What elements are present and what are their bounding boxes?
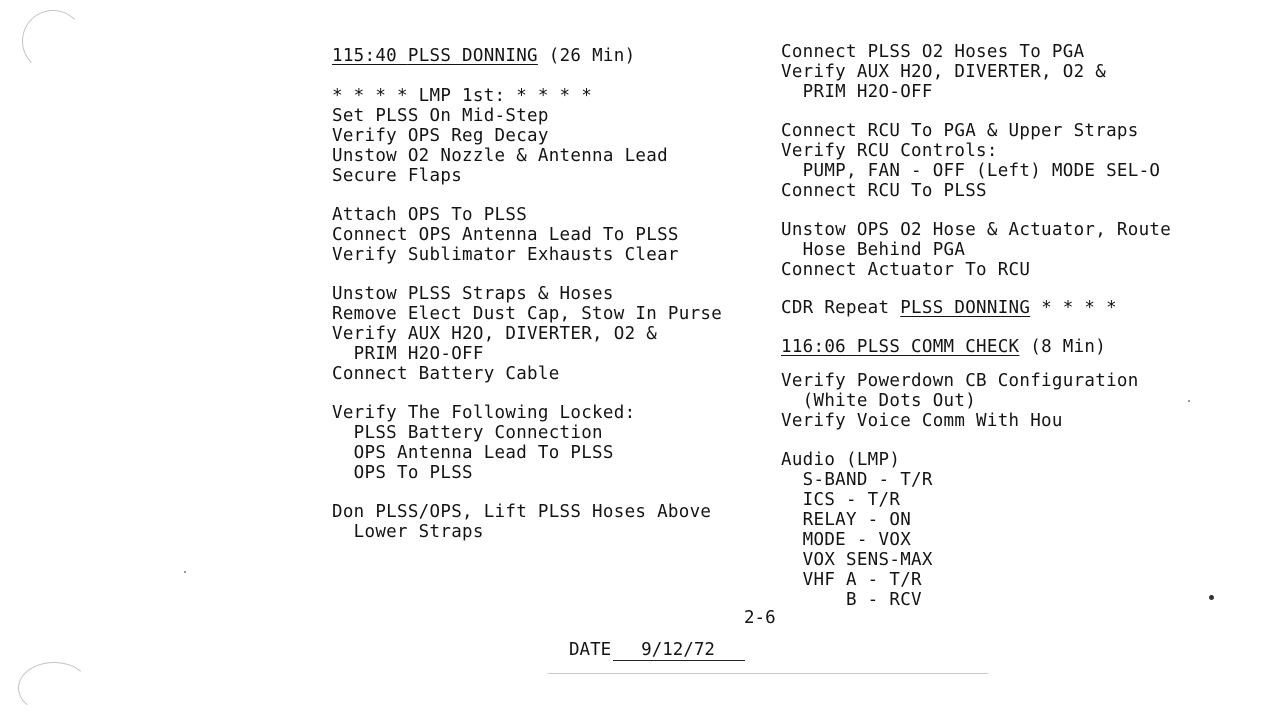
page-number: 2-6 (744, 608, 776, 628)
left-column (332, 46, 752, 542)
procedure-step: Lower Straps (332, 522, 484, 542)
procedure-step: B - RCV (781, 590, 922, 610)
procedure-step: OPS To PLSS (332, 463, 473, 483)
blank-spacer (332, 483, 752, 502)
procedure-step: Attach OPS To PLSS (332, 205, 528, 225)
blank-spacer (332, 384, 752, 403)
left-procedure-list (332, 86, 752, 542)
procedure-step: PLSS Battery Connection (332, 423, 603, 443)
procedure-step: Don PLSS/OPS, Lift PLSS Hoses Above (332, 502, 712, 522)
date-stamp (569, 640, 745, 661)
procedure-step: RELAY - ON (781, 510, 912, 530)
section-duration: (26 Min) (548, 46, 636, 66)
procedure-step: Verify AUX H2O, DIVERTER, O2 & (332, 324, 658, 344)
procedure-step: ICS - T/R (781, 490, 901, 510)
procedure-step: Unstow PLSS Straps & Hoses (332, 284, 614, 304)
blank-spacer (781, 201, 1251, 220)
right-procedure-list-1 (781, 42, 1251, 280)
procedure-step: Connect PLSS O2 Hoses To PGA (781, 42, 1085, 62)
procedure-step: Verify Powerdown CB Configuration (781, 371, 1139, 391)
blank-spacer (781, 431, 1251, 450)
procedure-step: Unstow OPS O2 Hose & Actuator, Route (781, 220, 1172, 240)
right-procedure-list-2 (781, 371, 1251, 610)
section-duration: (8 Min) (1030, 337, 1107, 357)
procedure-step: VHF A - T/R (781, 570, 922, 590)
procedure-step: Verify OPS Reg Decay (332, 126, 549, 146)
procedure-step: PRIM H2O-OFF (781, 82, 933, 102)
procedure-step: Connect OPS Antenna Lead To PLSS (332, 225, 679, 245)
procedure-step: Connect Actuator To RCU (781, 260, 1031, 280)
procedure-step: Verify Voice Comm With Hou (781, 411, 1063, 431)
procedure-step: Secure Flaps (332, 166, 463, 186)
procedure-step: Connect Battery Cable (332, 364, 560, 384)
procedure-step: * * * * LMP 1st: * * * * (332, 86, 593, 106)
procedure-step: VOX SENS-MAX (781, 550, 933, 570)
procedure-step: Verify Sublimator Exhausts Clear (332, 245, 679, 265)
procedure-step: PRIM H2O-OFF (332, 344, 484, 364)
section-title: 116:06 PLSS COMM CHECK (781, 337, 1020, 357)
blank-spacer (332, 186, 752, 205)
procedure-step: Set PLSS On Mid-Step (332, 106, 549, 126)
procedure-step: (White Dots Out) (781, 391, 977, 411)
cdr-repeat-line: CDR Repeat PLSS DONNING * * * * (781, 298, 1117, 318)
blank-spacer (781, 102, 1251, 121)
procedure-step: Hose Behind PGA (781, 240, 966, 260)
punch-hole-mark (22, 10, 84, 72)
date-label: DATE (569, 640, 612, 660)
punch-hole-mark (18, 662, 90, 714)
procedure-step: S-BAND - T/R (781, 470, 933, 490)
section-title: 115:40 PLSS DONNING (332, 46, 538, 66)
procedure-step: Unstow O2 Nozzle & Antenna Lead (332, 146, 668, 166)
procedure-step: Verify RCU Controls: (781, 141, 998, 161)
procedure-step: Connect RCU To PGA & Upper Straps (781, 121, 1139, 141)
procedure-step: OPS Antenna Lead To PLSS (332, 443, 614, 463)
procedure-step: PUMP, FAN - OFF (Left) MODE SEL-O (781, 161, 1161, 181)
procedure-step: MODE - VOX (781, 530, 912, 550)
date-value: 9/12/72 (613, 640, 745, 661)
plss-donning-reference: PLSS DONNING (900, 298, 1031, 318)
procedure-step: Remove Elect Dust Cap, Stow In Purse (332, 304, 723, 324)
blank-spacer (332, 265, 752, 284)
procedure-step: Connect RCU To PLSS (781, 181, 987, 201)
procedure-step: Audio (LMP) (781, 450, 901, 470)
procedure-step: Verify AUX H2O, DIVERTER, O2 & (781, 62, 1107, 82)
section-header-plss-comm-check (781, 337, 1251, 357)
procedure-step: Verify The Following Locked: (332, 403, 636, 423)
paper-speck (184, 571, 186, 573)
right-column (781, 42, 1251, 610)
page-edge-line (548, 673, 988, 674)
section-header-plss-donning (332, 46, 752, 66)
